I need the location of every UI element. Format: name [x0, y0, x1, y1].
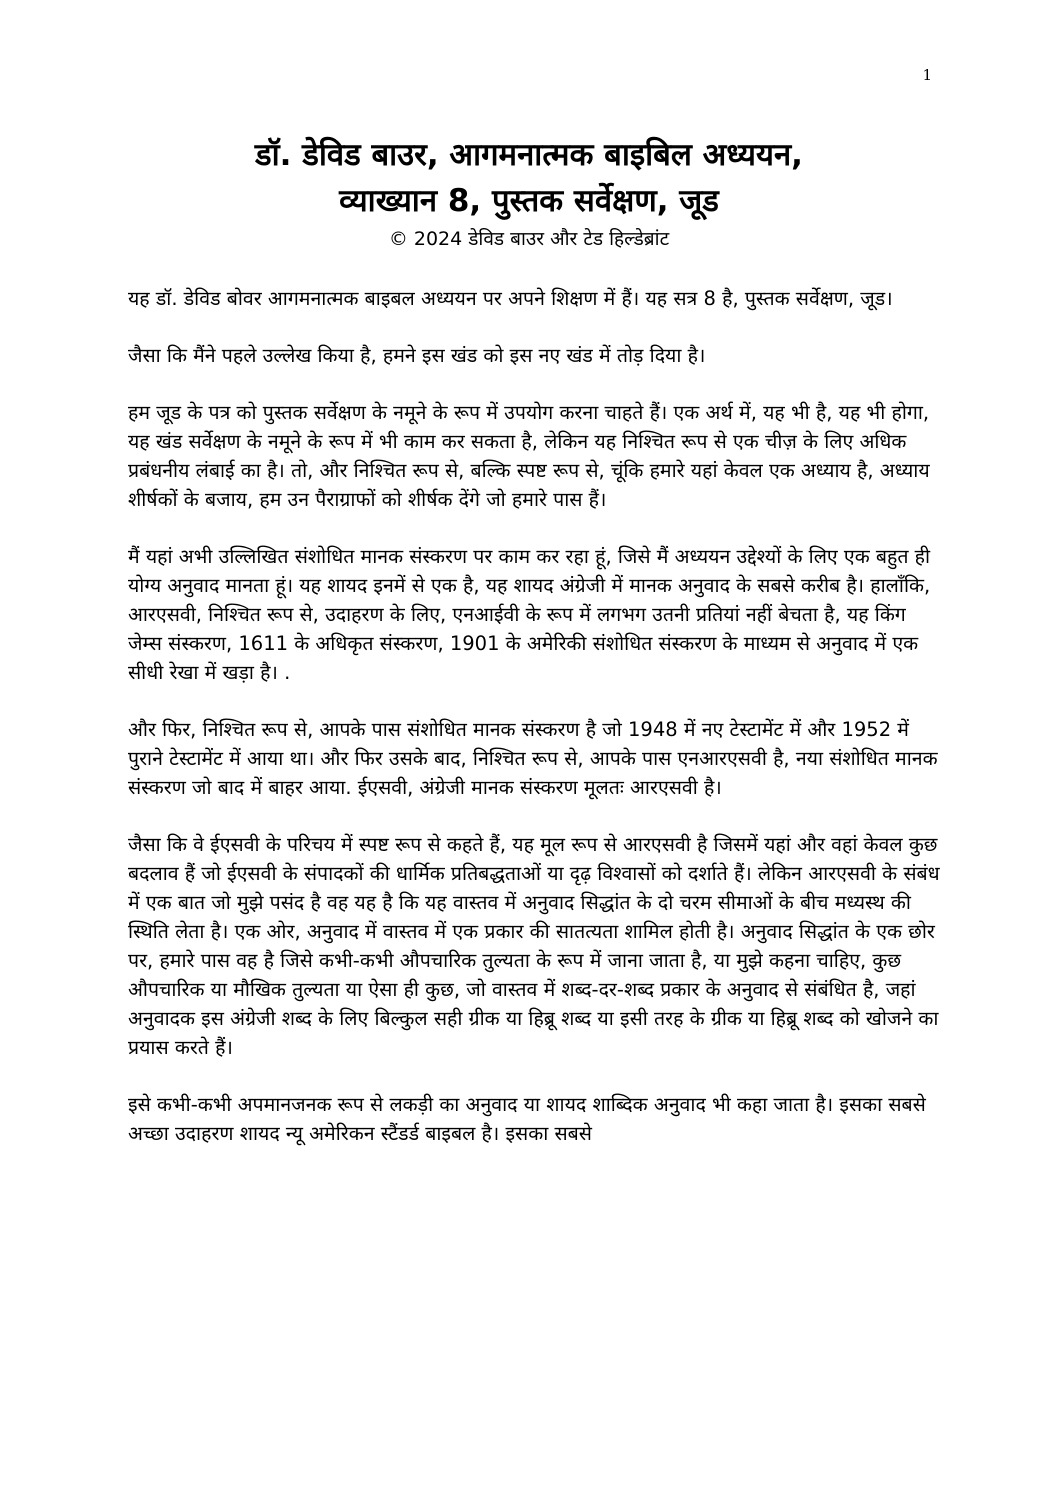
title-line-1: डॉ. डेविड बाउर, आगमनात्मक बाइबिल अध्ययन,: [255, 137, 803, 173]
paragraph: हम जूड के पत्र को पुस्तक सर्वेक्षण के नमूने के रूप में उपयोग करना चाहते हैं। एक अर्थ में, यह भी है, यह भी होगा, यह खंड सर्वेक्षण के नमूने के रूप में भी काम कर सकता है, लेकिन यह निश्चित रूप से एक चीज़ के लिए अधिक प्रबंधनीय लंबाई का है। तो, और निश्चित रूप से, बल्कि स्पष्ट रूप से, चूंकि हमारे यहां केवल एक अध्याय है, अध्याय शीर्षकों के बजाय, हम उन पैराग्राफों को शीर्षक देंगे जो हमारे पास हैं।: [128, 401, 930, 511]
paragraph: और फिर, निश्चित रूप से, आपके पास संशोधित मानक संस्करण है जो 1948 में नए टेस्टामेंट में और 1952 में पुराने टेस्टामेंट में आया था। और फिर उसके बाद, निश्चित रूप से, आपके पास एनआरएसवी है, नया संशोधित मानक संस्करण जो बाद में बाहर आया. ईएसवी, अंग्रेजी मानक संस्करण मूलतः आरएसवी है।: [128, 718, 938, 799]
paragraph: यह डॉ. डेविड बोवर आगमनात्मक बाइबल अध्ययन पर अपने शिक्षण में हैं। यह सत्र 8 है, पुस्तक सर्वेक्षण, जूड।: [128, 287, 893, 310]
title-line-2: व्याख्यान 8, पुस्तक सर्वेक्षण, जूड: [339, 183, 719, 219]
paragraph: इसे कभी-कभी अपमानजनक रूप से लकड़ी का अनुवाद या शायद शाब्दिक अनुवाद भी कहा जाता है। इसका सबसे अच्छा उदाहरण शायद न्यू अमेरिकन स्टैंडर्ड बाइबल है। इसका सबसे: [128, 1093, 926, 1145]
paragraph: जैसा कि वे ईएसवी के परिचय में स्पष्ट रूप से कहते हैं, यह मूल रूप से आरएसवी है जिसमें यहां और वहां केवल कुछ बदलाव हैं जो ईएसवी के संपादकों की धार्मिक प्रतिबद्धताओं या दृढ़ विश्वासों को दर्शाते हैं। लेकिन आरएसवी के संबंध में एक बात जो मुझे पसंद है वह यह है कि यह वास्तव में अनुवाद सिद्धांत के दो चरम सीमाओं के बीच मध्यस्थ की स्थिति लेता है। एक ओर, अनुवाद में वास्तव में एक प्रकार की सातत्यता शामिल होती है। अनुवाद सिद्धांत के एक छोर पर, हमारे पास वह है जिसे कभी-कभी औपचारिक तुल्यता के रूप में जाना जाता है, या मुझे कहना चाहिए, कुछ औपचारिक या मौखिक तुल्यता या ऐसा ही कुछ, जो वास्तव में शब्द-दर-शब्द प्रकार के अनुवाद से संबंधित है, जहां अनुवादक इस अंग्रेजी शब्द के लिए बिल्कुल सही ग्रीक या हिब्रू शब्द या इसी तरह के ग्रीक या हिब्रू शब्द को खोजने का प्रयास करते हैं।: [128, 833, 940, 1059]
paragraph: मैं यहां अभी उल्लिखित संशोधित मानक संस्करण पर काम कर रहा हूं, जिसे मैं अध्ययन उद्देश्यों के लिए एक बहुत ही योग्य अनुवाद मानता हूं। यह शायद इनमें से एक है, यह शायद अंग्रेजी में मानक अनुवाद के सबसे करीब है। हालाँकि, आरएसवी, निश्चित रूप से, उदाहरण के लिए, एनआईवी के रूप में लगभग उतनी प्रतियां नहीं बेचता है, यह किंग जेम्स संस्करण, 1611 के अधिकृत संस्करण, 1901 के अमेरिकी संशोधित संस्करण के माध्यम से अनुवाद में एक सीधी रेखा में खड़ा है। .: [128, 545, 931, 684]
document-body: [128, 284, 940, 1176]
page-title: [110, 132, 948, 224]
copyright-notice: © 2024 डेविड बाउर और टेड हिल्डेब्रांट: [388, 228, 670, 250]
page-number: 1: [922, 66, 932, 84]
paragraph: जैसा कि मैंने पहले उल्लेख किया है, हमने इस खंड को इस नए खंड में तोड़ दिया है।: [128, 344, 706, 367]
